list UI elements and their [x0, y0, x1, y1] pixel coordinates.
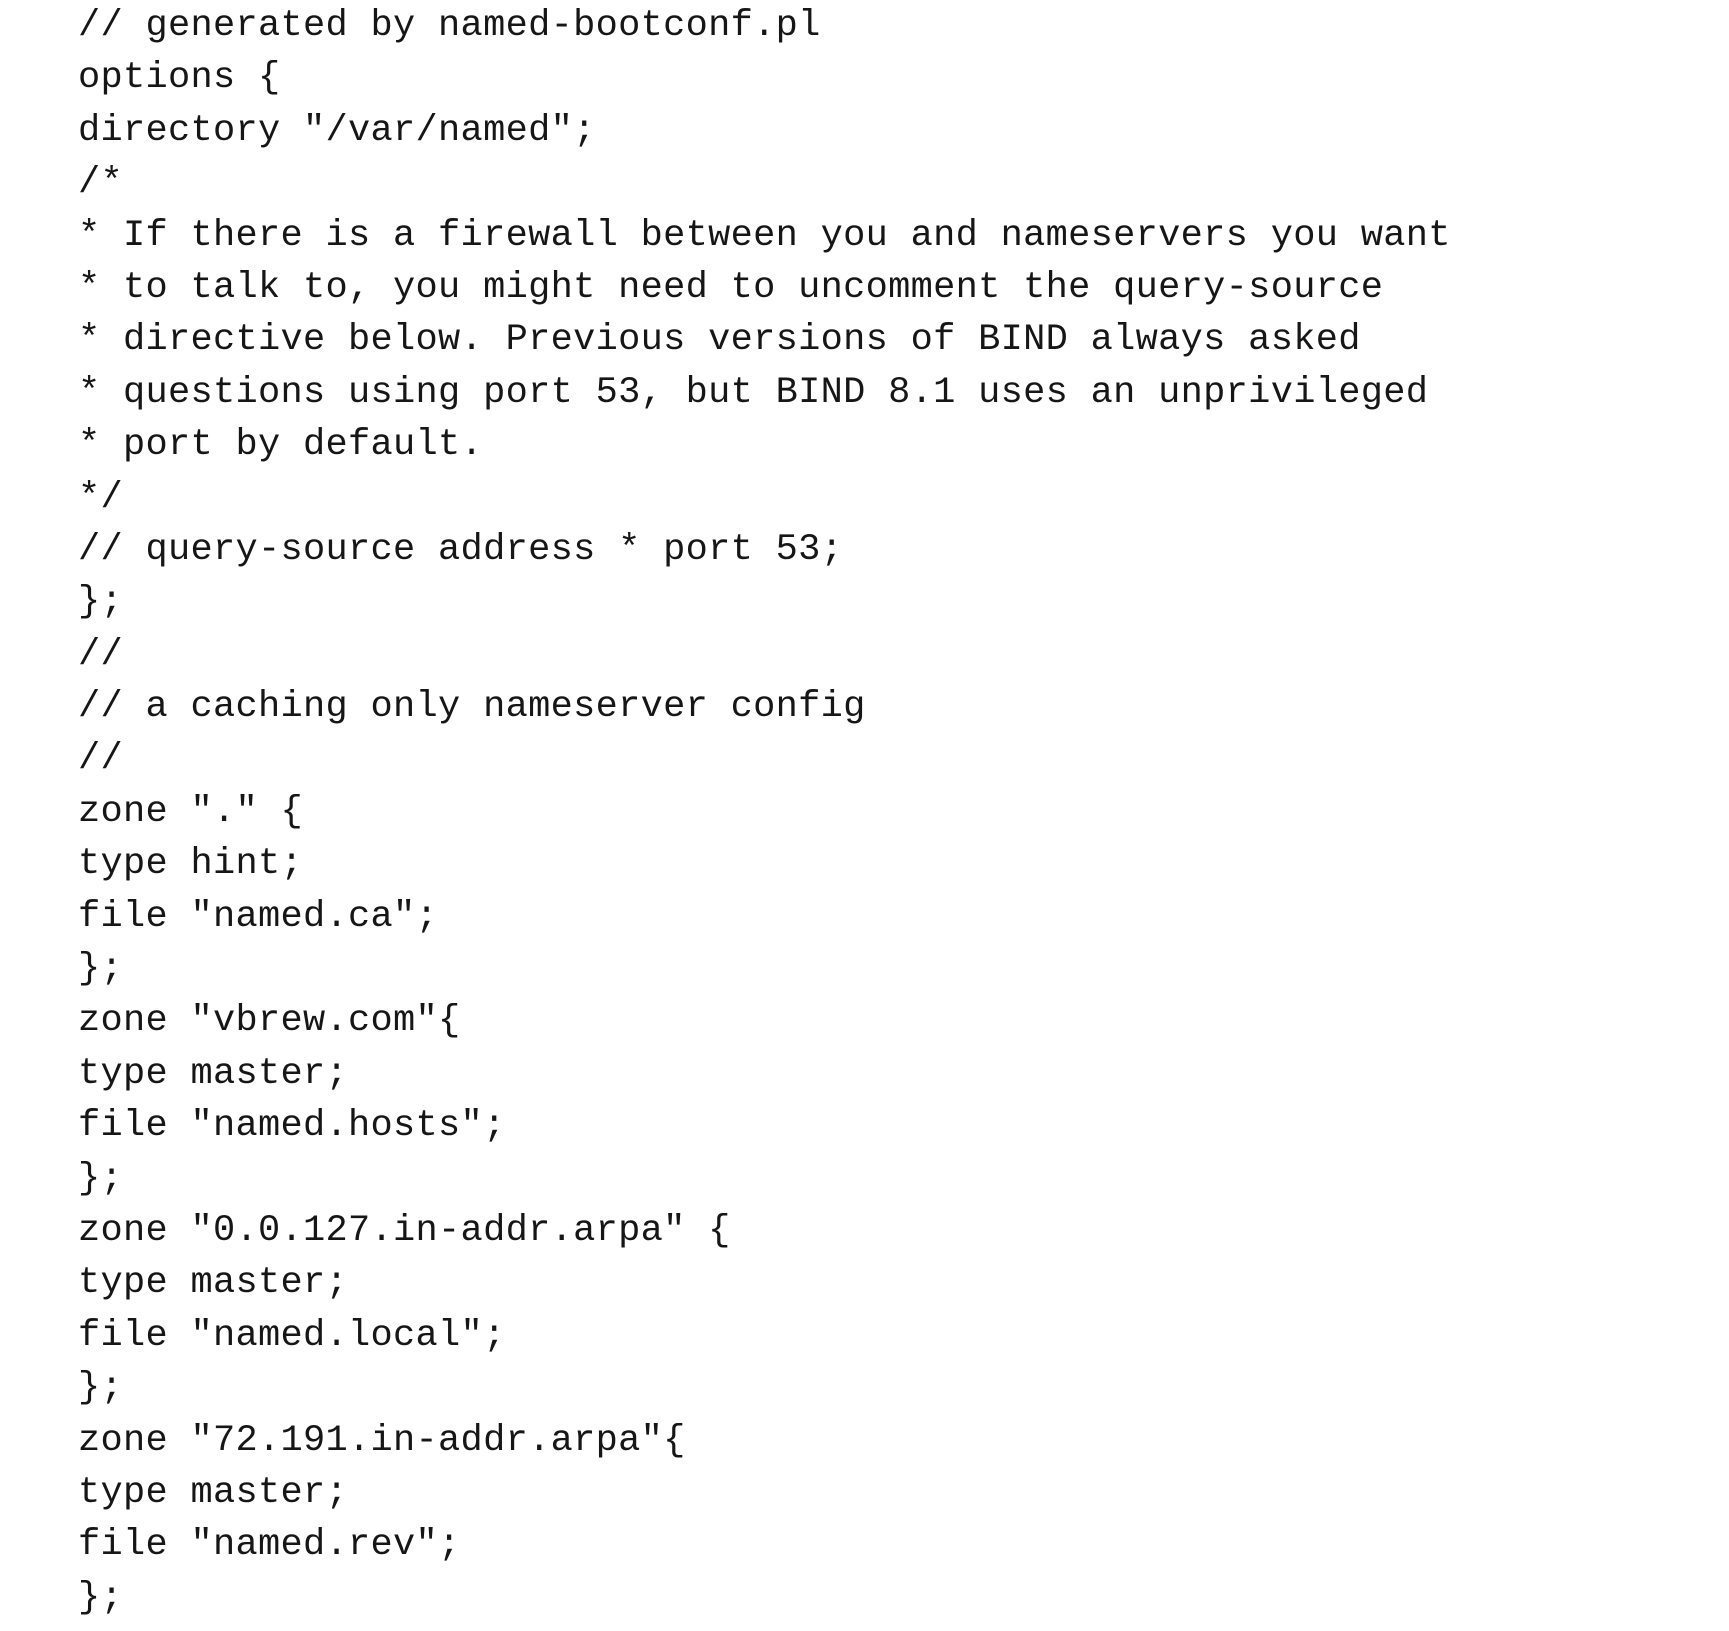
- code-line: /*: [78, 162, 124, 205]
- code-line: };: [78, 581, 124, 624]
- code-line: */: [78, 476, 124, 519]
- code-line: zone "72.191.in-addr.arpa"{: [78, 1419, 686, 1462]
- code-line: // a caching only nameserver config: [78, 686, 866, 729]
- code-line: * questions using port 53, but BIND 8.1 uses an unprivileged: [78, 371, 1429, 414]
- code-line: // query-source address * port 53;: [78, 528, 844, 571]
- code-line: file "named.ca";: [78, 895, 439, 938]
- code-line: };: [78, 1576, 124, 1619]
- code-line: type hint;: [78, 843, 304, 886]
- code-line: options {: [78, 57, 281, 100]
- code-line: * port by default.: [78, 424, 484, 467]
- code-line: * If there is a firewall between you and nameservers you want: [78, 214, 1451, 257]
- code-line: type master;: [78, 1052, 349, 1095]
- code-line: directory "/var/named";: [78, 109, 596, 152]
- code-line: type master;: [78, 1471, 349, 1514]
- code-line: };: [78, 1367, 124, 1410]
- code-line: };: [78, 1157, 124, 1200]
- code-line: // generated by named-bootconf.pl: [78, 5, 821, 47]
- code-line: * directive below. Previous versions of BIND always asked: [78, 319, 1361, 362]
- code-line: * to talk to, you might need to uncomment the query-source: [78, 266, 1384, 309]
- code-line: //: [78, 633, 124, 676]
- code-line: zone "." {: [78, 790, 304, 833]
- code-line: type master;: [78, 1262, 349, 1305]
- code-line: zone "0.0.127.in-addr.arpa" {: [78, 1209, 731, 1252]
- code-line: file "named.hosts";: [78, 1105, 506, 1148]
- code-line: zone "vbrew.com"{: [78, 1000, 461, 1043]
- config-listing: [78, 0, 1451, 1624]
- code-line: file "named.rev";: [78, 1524, 461, 1567]
- code-line: file "named.local";: [78, 1314, 506, 1357]
- code-line: //: [78, 738, 124, 781]
- code-line: };: [78, 948, 124, 991]
